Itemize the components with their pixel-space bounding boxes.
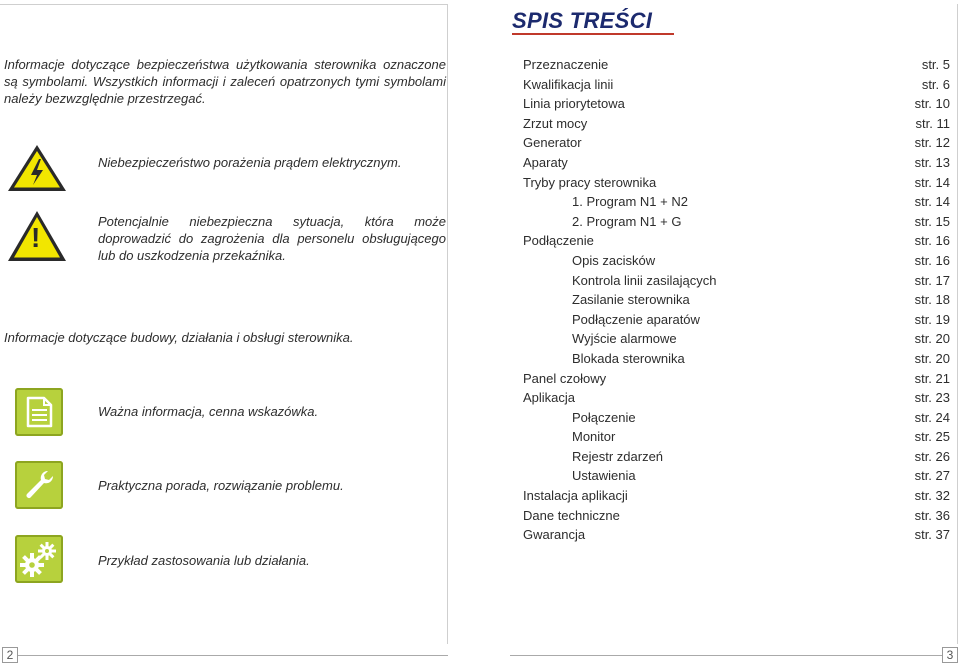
toc-subitem[interactable] [523, 329, 950, 349]
title-underline [512, 33, 674, 35]
toc-item-page: str. 27 [914, 468, 950, 484]
toc-item[interactable] [523, 231, 950, 251]
toc-item[interactable] [523, 133, 950, 153]
toc-item[interactable] [523, 486, 950, 506]
toc-item[interactable] [523, 388, 950, 408]
table-of-contents [523, 55, 950, 545]
toc-item-label: Opis zacisków [572, 252, 656, 268]
toc-item-label: Przeznaczenie [523, 57, 609, 72]
toc-item-label: Zasilanie sterownika [572, 292, 690, 308]
important-info-text: Ważna informacja, cenna wskazówka. [98, 404, 319, 419]
toc-subitem[interactable] [523, 271, 950, 291]
general-warning-text: Potencjalnie niebezpieczna sytuacja, która może doprowadzić do zagrożenia dla personelu obsługującego lub do uszkodzenia przekaźnika. [98, 214, 446, 263]
toc-item[interactable] [523, 114, 950, 134]
toc-item-page: str. 19 [914, 311, 950, 327]
toc-item-label: Zrzut mocy [523, 115, 588, 131]
gears-icon [15, 535, 63, 583]
toc-subitem[interactable] [523, 251, 950, 271]
toc-item-page: str. 21 [914, 370, 950, 386]
toc-item[interactable] [523, 55, 950, 75]
toc-item[interactable] [523, 153, 950, 173]
document-icon [15, 388, 63, 436]
toc-item-page: str. 26 [914, 448, 950, 464]
toc-subitem[interactable] [523, 290, 950, 310]
toc-item-label: Aplikacja [523, 390, 576, 406]
toc-item-page: str. 13 [914, 154, 950, 170]
page-number-right: 3 [942, 647, 958, 663]
toc-subitem[interactable] [523, 212, 950, 232]
toc-item-label: Monitor [572, 429, 616, 445]
toc-item-page: str. 25 [914, 429, 950, 445]
footer-rule-left [18, 655, 448, 656]
electric-warning-text: Niebezpieczeństwo porażenia prądem elektrycznym. [98, 155, 402, 170]
footer-rule-right [510, 655, 942, 656]
page-divider [447, 4, 448, 644]
toc-item-label: Blokada sterownika [572, 350, 685, 366]
toc-item-page: str. 17 [914, 272, 950, 288]
toc-item-page: str. 18 [914, 292, 950, 308]
toc-item-label: Podłączenie aparatów [572, 311, 700, 327]
toc-item-label: Instalacja aplikacji [523, 488, 628, 504]
toc-subitem[interactable] [523, 427, 950, 447]
toc-item-page: str. 16 [914, 252, 950, 268]
page-title: SPIS TREŚCI [512, 8, 653, 33]
toc-item-page: str. 23 [914, 390, 950, 406]
toc-item-label: Dane techniczne [523, 507, 620, 523]
toc-item-label: Ustawienia [572, 468, 636, 484]
toc-item-label: Kontrola linii zasilających [572, 272, 717, 288]
toc-item-page: str. 37 [914, 527, 950, 543]
toc-item-label: Linia priorytetowa [523, 96, 625, 112]
toc-item[interactable] [523, 173, 950, 193]
toc-item-label: Tryby pracy sterownika [523, 174, 657, 190]
toc-item-page: str. 32 [914, 488, 950, 504]
toc-item-page: str. 14 [914, 174, 950, 190]
toc-item[interactable] [523, 506, 950, 526]
toc-item-page: str. 5 [921, 57, 950, 72]
toc-item-label: 2. Program N1 + G [572, 213, 682, 229]
toc-subitem[interactable] [523, 408, 950, 428]
toc-item[interactable] [523, 525, 950, 545]
toc-item-page: str. 10 [914, 96, 950, 112]
top-left-rule [0, 4, 447, 5]
toc-item-label: Gwarancja [523, 527, 586, 543]
electric-hazard-icon [6, 143, 68, 193]
toc-item[interactable] [523, 75, 950, 95]
toc-item[interactable] [523, 369, 950, 389]
toc-item-label: Panel czołowy [523, 370, 607, 386]
exclamation-mark: ! [31, 222, 41, 253]
toc-item-label: 1. Program N1 + N2 [572, 194, 688, 210]
right-edge-rule [957, 4, 958, 644]
toc-item-label: Połączenie [572, 409, 636, 425]
toc-item-page: str. 20 [914, 350, 950, 366]
intro-text: Informacje dotyczące bezpieczeństwa użytkowania sterownika oznaczone są symbolami. Wszystkich informacji i zaleceń opatrzonych tymi symbolami należy bezwzględnie przestrzegać. [4, 57, 446, 106]
toc-subitem[interactable] [523, 349, 950, 369]
toc-item-page: str. 20 [914, 331, 950, 347]
toc-item-label: Kwalifikacja linii [523, 76, 614, 92]
toc-item-label: Podłączenie [523, 233, 594, 249]
toc-item-label: Wyjście alarmowe [572, 331, 677, 347]
toc-item-page: str. 15 [914, 213, 950, 229]
toc-item-label: Rejestr zdarzeń [572, 448, 664, 464]
example-text: Przykład zastosowania lub działania. [98, 553, 310, 568]
toc-item-page: str. 16 [914, 233, 950, 249]
toc-item[interactable] [523, 94, 950, 114]
toc-item-page: str. 14 [914, 194, 950, 210]
toc-item-page: str. 6 [921, 76, 950, 92]
wrench-icon [15, 461, 63, 509]
toc-item-label: Generator [523, 135, 582, 151]
toc-subitem[interactable] [523, 310, 950, 330]
toc-item-label: Aparaty [523, 154, 568, 170]
toc-subitem[interactable] [523, 192, 950, 212]
practical-tip-text: Praktyczna porada, rozwiązanie problemu. [98, 478, 344, 493]
toc-subitem[interactable] [523, 466, 950, 486]
toc-item-page: str. 12 [914, 135, 950, 151]
info-heading: Informacje dotyczące budowy, działania i obsługi sterownika. [4, 330, 354, 345]
page-number-left: 2 [2, 647, 18, 663]
toc-item-page: str. 36 [914, 507, 950, 523]
toc-item-page: str. 24 [914, 409, 950, 425]
toc-item-page: str. 11 [915, 115, 950, 131]
toc-subitem[interactable] [523, 447, 950, 467]
